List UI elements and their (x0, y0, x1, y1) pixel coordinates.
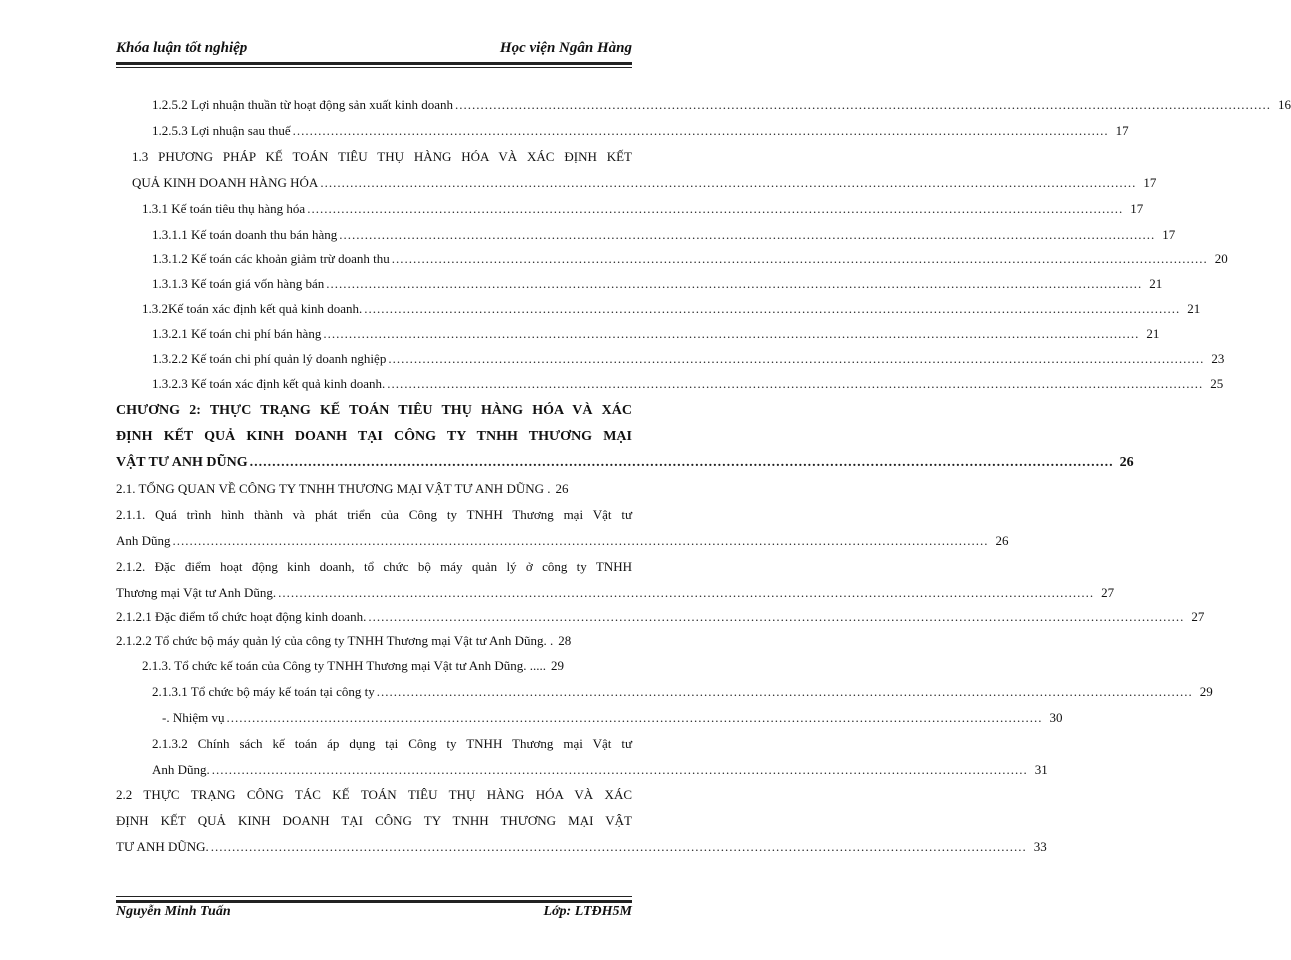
footer-right: Lớp: LTĐH5M (543, 904, 632, 919)
toc-entry[interactable]: 1.3.1.2 Kế toán các khoản giảm trừ doanh thu ..... 20 (152, 250, 632, 268)
toc-entry[interactable]: 1.2.5.3 Lợi nhuận sau thuế ..... 17 (152, 122, 632, 140)
toc-entry[interactable]: 1.3.2.3 Kế toán xác định kết quả kinh doanh. ..... 25 (152, 375, 632, 393)
footer-left: Nguyễn Minh Tuấn (116, 904, 231, 919)
leader-dots (455, 96, 1271, 114)
chapter-heading-line1: CHƯƠNG 2: THỰC TRẠNG KẾ TOÁN TIÊU THỤ HÀNG HÓA VÀ XÁC (116, 403, 632, 418)
toc-entry[interactable]: 2.1.2.1 Đặc điểm tổ chức hoạt động kinh doanh. ..... 27 (116, 608, 632, 626)
toc-entry[interactable]: 2.1.2.2 Tổ chức bộ máy quản lý của công ty TNHH Thương mại Vật tư Anh Dũng. . 28 (116, 633, 572, 648)
leader-dots (339, 226, 1155, 244)
leader-dots (323, 325, 1139, 343)
leader-dots (293, 122, 1109, 140)
chapter-heading-line2: ĐỊNH KẾT QUẢ KINH DOANH TẠI CÔNG TY TNHH THƯƠNG MẠI (116, 429, 632, 444)
toc-entry[interactable]: 1.3.1 Kế toán tiêu thụ hàng hóa ..... 17 (142, 200, 632, 218)
toc-entry-line1: 2.2 THỰC TRẠNG CÔNG TÁC KẾ TOÁN TIÊU THỤ HÀNG HÓA VÀ XÁC (116, 787, 632, 802)
toc-entry[interactable]: 1.3.2Kế toán xác định kết quả kinh doanh. ..... 21 (142, 300, 632, 318)
toc-entry[interactable]: 1.3.2.1 Kế toán chi phí bán hàng ..... 21 (152, 325, 632, 343)
toc-entry[interactable]: TƯ ANH DŨNG. ..... 33 (116, 838, 632, 856)
toc-entry[interactable]: 1.2.5.2 Lợi nhuận thuần từ hoạt động sản xuất kinh doanh ..... 16 (152, 96, 632, 114)
toc-entry[interactable]: Anh Dũng. ..... 31 (152, 761, 632, 779)
toc-entry-line1: 2.1.2. Đặc điểm hoạt động kinh doanh, tổ chức bộ máy quản lý ở công ty TNHH (116, 559, 632, 574)
toc-entry-line1: 2.1.3.2 Chính sách kế toán áp dụng tại Công ty TNHH Thương mại Vật tư (152, 736, 632, 751)
toc-entry[interactable]: Anh Dũng ..... 26 (116, 532, 632, 550)
toc-entry-line2: ĐỊNH KẾT QUẢ KINH DOANH TẠI CÔNG TY TNHH THƯƠNG MẠI VẬT (116, 813, 632, 828)
toc-entry-chapter[interactable]: VẬT TƯ ANH DŨNG ..... 26 (116, 454, 632, 472)
toc-entry-line1: 2.1.1. Quá trình hình thành và phát triển của Công ty TNHH Thương mại Vật tư (116, 507, 632, 522)
toc-entry[interactable]: 2.1.3.1 Tổ chức bộ máy kế toán tại công ty ..... 29 (152, 683, 632, 701)
leader-dots (173, 532, 989, 550)
footer-rule (116, 900, 632, 903)
header-left: Khóa luận tốt nghiệp (116, 40, 248, 56)
leader-dots (392, 250, 1208, 268)
page-footer (116, 904, 632, 920)
toc-entry[interactable]: -. Nhiệm vụ ..... 30 (162, 709, 632, 727)
leader-dots (320, 174, 1136, 192)
leader-dots (278, 584, 1094, 602)
leader-dots (212, 761, 1028, 779)
leader-dots (368, 608, 1184, 626)
leader-dots (387, 375, 1203, 393)
leader-dots (326, 275, 1142, 293)
leader-dots (250, 454, 1114, 472)
toc-entry[interactable]: 1.3.2.2 Kế toán chi phí quản lý doanh nghiệp ..... 23 (152, 350, 632, 368)
leader-dots (226, 709, 1042, 727)
footer-rule-thin (116, 896, 632, 897)
header-right: Học viện Ngân Hàng (499, 40, 632, 56)
toc-entry[interactable]: 1.3.1.1 Kế toán doanh thu bán hàng ..... 17 (152, 226, 632, 244)
toc-entry[interactable]: QUẢ KINH DOANH HÀNG HÓA ..... 17 (132, 174, 632, 192)
toc-entry[interactable]: 2.1. TỔNG QUAN VỀ CÔNG TY TNHH THƯƠNG MẠI VẬT TƯ ANH DŨNG . 26 (116, 481, 569, 496)
leader-dots (307, 200, 1123, 218)
toc-entry[interactable]: 2.1.3. Tổ chức kế toán của Công ty TNHH Thương mại Vật tư Anh Dũng. ..... 29 (142, 658, 565, 673)
toc-entry[interactable]: Thương mại Vật tư Anh Dũng. ..... 27 (116, 584, 632, 602)
leader-dots (388, 350, 1204, 368)
toc-entry[interactable]: 1.3.1.3 Kế toán giá vốn hàng bán ..... 21 (152, 275, 632, 293)
leader-dots (364, 300, 1180, 318)
leader-dots (211, 838, 1027, 856)
leader-dots (377, 683, 1193, 701)
toc-entry-line1: 1.3 PHƯƠNG PHÁP KẾ TOÁN TIÊU THỤ HÀNG HÓA VÀ XÁC ĐỊNH KẾT (132, 149, 632, 164)
